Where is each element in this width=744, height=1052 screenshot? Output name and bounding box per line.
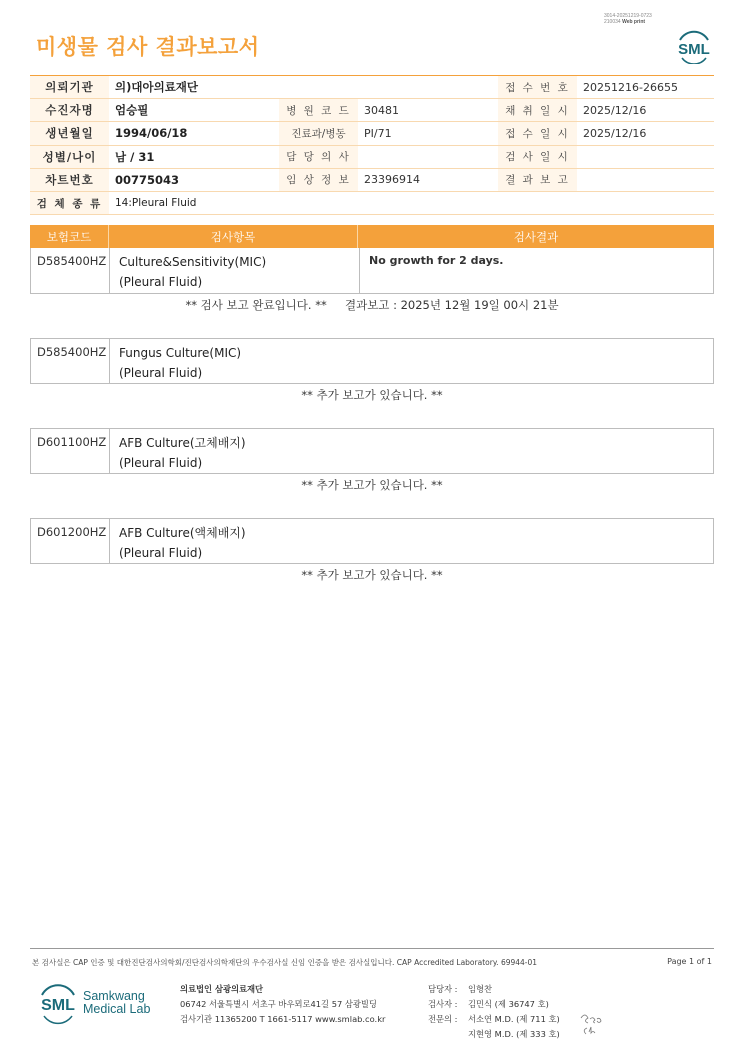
staff-role: 검사자 : <box>428 999 458 1009</box>
result-specimen: (Pleural Fluid) <box>119 546 203 560</box>
info-value: 23396914 <box>358 168 498 191</box>
report-note: ** 추가 보고가 있습니다. ** <box>301 568 443 582</box>
staff-name: 지현영 M.D. (제 333 호) <box>468 1029 560 1039</box>
info-value: 30481 <box>358 99 498 122</box>
info-row <box>30 145 714 168</box>
header-item: 검사항목 <box>109 225 358 248</box>
footer-divider <box>30 948 714 949</box>
info-row <box>30 76 714 99</box>
info-row <box>30 168 714 191</box>
info-label: 성별/나이 <box>30 145 109 168</box>
result-item-name: Culture&Sensitivity(MIC) <box>119 255 267 269</box>
info-value <box>577 145 714 168</box>
info-label: 담 당 의 사 <box>279 145 358 168</box>
report-note: ** 검사 보고 완료입니다. ** 결과보고 : 2025년 12월 19일 00시 21분 <box>185 298 559 312</box>
sml-logo-footer <box>36 980 80 1026</box>
info-value: 엄승필 <box>109 99 279 122</box>
staff-role: 담당자 : <box>428 984 458 994</box>
result-specimen: (Pleural Fluid) <box>119 456 203 470</box>
header-code: 보험코드 <box>30 225 109 248</box>
info-label: 수진자명 <box>30 99 109 122</box>
certification-note: 본 검사실은 CAP 인증 및 대한진단검사의학회/진단검사의학재단의 우수검사실 신임 인증을 받은 검사실입니다. CAP Accredited Laboratory. 69944-01 <box>32 958 538 967</box>
info-label: 차트번호 <box>30 168 109 191</box>
info-value: 남 / 31 <box>109 145 279 168</box>
result-row <box>30 518 714 564</box>
result-code: D601200HZ <box>31 519 110 563</box>
info-label: 결 과 보 고 <box>498 168 577 191</box>
info-row <box>30 99 714 122</box>
result-value: No growth for 2 days. <box>359 248 713 293</box>
report-note: ** 추가 보고가 있습니다. ** <box>301 388 443 402</box>
result-item-name: AFB Culture(고체배지) <box>119 436 246 450</box>
result-item-name: AFB Culture(액체배지) <box>119 526 246 540</box>
org-name: 의료법인 삼광의료재단 <box>180 984 264 994</box>
info-label: 생년월일 <box>30 122 109 145</box>
svg-text:SML: SML <box>41 997 75 1014</box>
results-header <box>30 225 714 248</box>
info-label: 임 상 정 보 <box>279 168 358 191</box>
patient-info-table <box>30 75 714 215</box>
result-code: D601100HZ <box>31 429 110 473</box>
brand-name <box>83 990 150 1016</box>
handwritten-signature <box>578 1010 608 1044</box>
info-label: 채 취 일 시 <box>498 99 577 122</box>
staff-name: 서소연 M.D. (제 711 호) <box>468 1014 560 1024</box>
sml-logo <box>674 26 714 64</box>
print-stamp-line2: 210034 Web print <box>604 19 646 25</box>
staff-role <box>428 1027 468 1042</box>
result-item <box>110 339 241 383</box>
print-stamp <box>604 13 652 25</box>
result-specimen: (Pleural Fluid) <box>119 275 203 289</box>
info-label: 병 원 코 드 <box>279 99 358 122</box>
info-value <box>577 168 714 191</box>
result-item <box>110 519 246 563</box>
result-item-name: Fungus Culture(MIC) <box>119 346 242 360</box>
info-value: 20251216-26655 <box>577 76 714 99</box>
result-row <box>30 428 714 474</box>
info-label: 의뢰기관 <box>30 76 109 99</box>
staff-name: 김민식 (제 36747 호) <box>468 999 549 1009</box>
report-title: 미생물 검사 결과보고서 <box>36 35 260 59</box>
result-row <box>30 248 714 294</box>
info-value: 의)대아의료재단 <box>109 76 498 99</box>
info-label: 접 수 번 호 <box>498 76 577 99</box>
page-number: Page 1 of 1 <box>667 957 712 966</box>
result-code: D585400HZ <box>31 248 110 293</box>
organization-info <box>180 982 385 1027</box>
result-item <box>110 248 359 293</box>
info-label: 접 수 일 시 <box>498 122 577 145</box>
svg-text:SML: SML <box>678 41 710 58</box>
result-code: D585400HZ <box>31 339 110 383</box>
info-row <box>30 122 714 145</box>
staff-name: 임형찬 <box>468 984 493 994</box>
result-row <box>30 338 714 384</box>
info-value: 2025/12/16 <box>577 122 714 145</box>
org-contact: 검사기관 11365200 T 1661-5117 www.smlab.co.kr <box>180 1014 386 1024</box>
info-value: 00775043 <box>109 168 279 191</box>
info-value: 14:Pleural Fluid <box>109 191 714 214</box>
info-value: 2025/12/16 <box>577 99 714 122</box>
info-label: 진료과/병동 <box>279 122 358 145</box>
result-item <box>110 429 246 473</box>
info-value: PI/71 <box>358 122 498 145</box>
info-label: 검 체 종 류 <box>30 191 109 214</box>
staff-role: 전문의 : <box>428 1014 458 1024</box>
header-result: 검사결과 <box>513 229 559 244</box>
info-value <box>358 145 498 168</box>
result-specimen: (Pleural Fluid) <box>119 366 203 380</box>
info-label: 검 사 일 시 <box>498 145 577 168</box>
info-value: 1994/06/18 <box>109 122 279 145</box>
staff-list <box>428 982 560 1042</box>
report-note: ** 추가 보고가 있습니다. ** <box>301 478 443 492</box>
print-stamp-line1: 3014-20251219-0723 <box>604 13 652 19</box>
brand-line1: Samkwang <box>83 989 145 1003</box>
org-address: 06742 서울특별시 서초구 바우뫼로41길 57 삼광빌딩 <box>180 999 377 1009</box>
info-row <box>30 191 714 214</box>
brand-line2: Medical Lab <box>83 1002 151 1016</box>
